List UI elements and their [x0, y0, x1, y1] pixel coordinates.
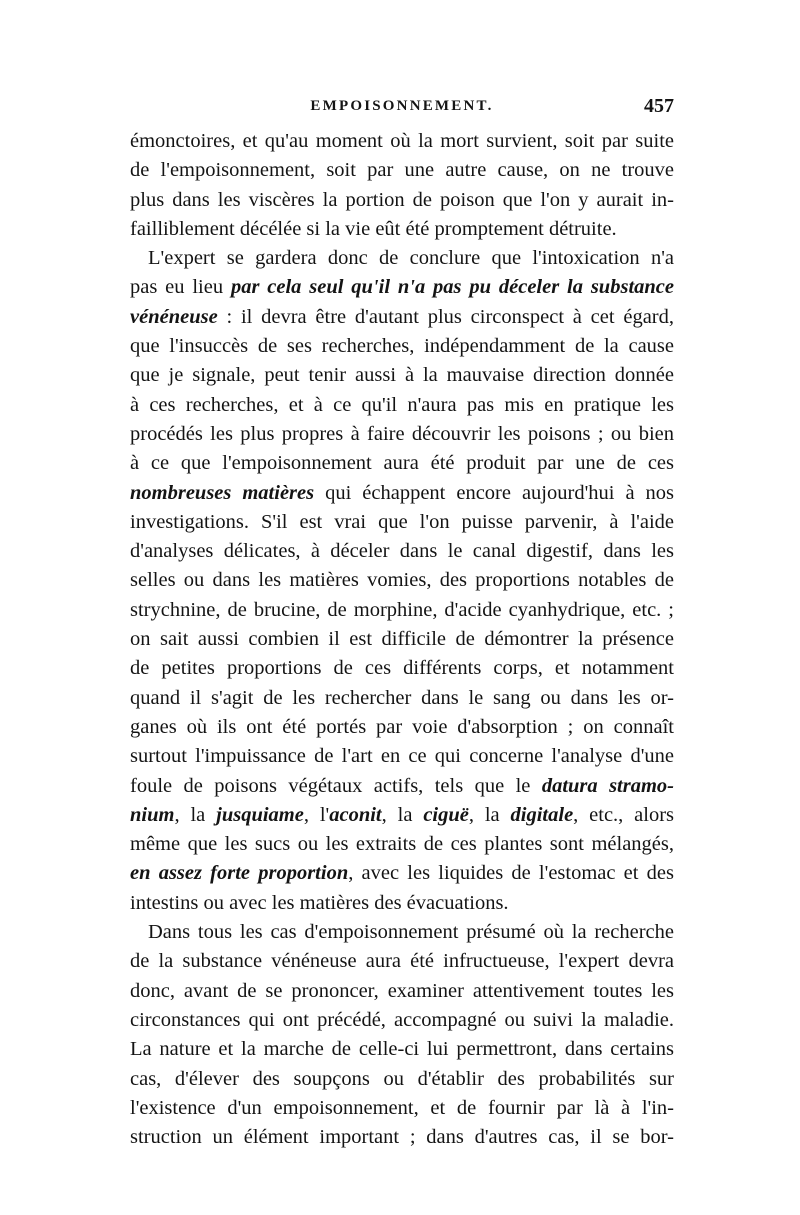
text-line [130, 332, 674, 361]
text-run: foule de poisons végétaux actifs, tels que le [130, 774, 542, 797]
text-line [130, 713, 674, 742]
text-run: même que les sucs ou les extraits de ces plantes sont mélangés, [130, 833, 674, 856]
text-run: surtout l'impuissance de l'art en ce qui concerne l'analyse d'une [130, 745, 674, 768]
text-run: struction un élément important ; dans d'autres cas, il se bor- [130, 1126, 674, 1149]
text-line [130, 156, 674, 185]
text-run: on sait aussi combien il est difficile de démontrer la présence [130, 628, 674, 651]
text-line [130, 303, 674, 332]
text-line [130, 1123, 674, 1152]
text-line [130, 273, 674, 302]
text-line [130, 1094, 674, 1123]
text-line [130, 420, 674, 449]
text-run: l'existence d'un empoisonnement, et de fournir par là à l'in- [130, 1096, 674, 1119]
text-run: d'analyses délicates, à déceler dans le canal digestif, dans les [130, 540, 674, 563]
text-run: pas eu lieu [130, 276, 231, 299]
text-run: La nature et la marche de celle-ci lui permettront, dans certains [130, 1038, 674, 1061]
text-line [130, 772, 674, 801]
text-line [130, 127, 674, 156]
text-run: donc, avant de se prononcer, examiner attentivement toutes les [130, 979, 674, 1002]
text-run: procédés les plus propres à faire découvrir les poisons ; ou bien [130, 422, 674, 445]
italic-text-run: en assez forte proportion [130, 862, 349, 885]
running-title: EMPOISONNEMENT. [310, 98, 494, 114]
text-line [130, 1006, 674, 1035]
text-line [130, 449, 674, 478]
text-run: strychnine, de brucine, de morphine, d'acide cyanhydrique, etc. ; [130, 598, 674, 621]
text-line [130, 566, 674, 595]
text-run: , l' [303, 803, 330, 826]
text-line [130, 508, 674, 537]
italic-text-run: aconit [329, 803, 382, 826]
text-run: quand il s'agit de les rechercher dans le sang ou dans les or- [130, 686, 674, 709]
text-run: cas, d'élever des soupçons ou d'établir des probabilités sur [130, 1067, 674, 1090]
text-run: : il devra être d'autant plus circonspect à cet égard, [217, 305, 674, 328]
page-number: 457 [644, 95, 674, 117]
italic-text-run: ciguë [423, 803, 469, 826]
text-line [130, 361, 674, 390]
text-line [130, 918, 674, 947]
text-run: , la [174, 803, 217, 826]
text-run: plus dans les viscères la portion de poison que l'on y aurait in- [130, 188, 674, 211]
text-line [130, 1065, 674, 1094]
text-run: qui échappent encore aujourd'hui à nos [314, 481, 674, 504]
text-line [130, 830, 674, 859]
text-run: , etc., alors [573, 803, 675, 826]
text-line [130, 1035, 674, 1064]
text-line [130, 215, 674, 244]
text-line [130, 625, 674, 654]
text-run: selles ou dans les matières vomies, des proportions notables de [130, 569, 674, 592]
text-run: , la [468, 803, 511, 826]
text-line [130, 889, 674, 918]
running-header [130, 95, 674, 126]
italic-text-run: jusquiame [216, 803, 304, 826]
text-line [130, 654, 674, 683]
text-run: circonstances qui ont précédé, accompagné ou suivi la maladie. [130, 1008, 674, 1031]
text-line [130, 596, 674, 625]
text-run: à ce que l'empoisonnement aura été produit par une de ces [130, 452, 674, 475]
text-line [130, 684, 674, 713]
book-page [130, 95, 675, 1152]
text-run: émonctoires, et qu'au moment où la mort survient, soit par suite [130, 130, 674, 152]
text-run: failliblement décélée si la vie eût été promptement détruite. [130, 217, 617, 240]
text-run: Dans tous les cas d'empoisonnement présumé où la recherche [148, 921, 674, 944]
text-run: de la substance vénéneuse aura été infructueuse, l'expert devra [130, 950, 674, 973]
text-run: de l'empoisonnement, soit par une autre cause, on ne trouve [130, 159, 674, 182]
text-run: de petites proportions de ces différents corps, et notamment [130, 657, 674, 680]
text-run: , la [381, 803, 424, 826]
text-line [130, 244, 674, 273]
italic-text-run: nium [130, 803, 175, 826]
text-run: , avec les liquides de l'estomac et des [348, 862, 674, 885]
text-line [130, 947, 674, 976]
text-run: investigations. S'il est vrai que l'on puisse parvenir, à l'aide [130, 510, 674, 533]
italic-text-run: digitale [510, 803, 574, 826]
text-line [130, 479, 674, 508]
italic-text-run: par cela seul qu'il n'a pas pu déceler la substance [230, 276, 674, 299]
italic-text-run: vénéneuse [130, 305, 218, 328]
text-run: à ces recherches, et à ce qu'il n'aura pas mis en pratique les [130, 393, 674, 416]
text-run: ganes où ils ont été portés par voie d'absorption ; on connaît [130, 715, 674, 738]
text-run: que je signale, peut tenir aussi à la mauvaise direction donnée [130, 364, 674, 387]
text-line [130, 742, 674, 771]
text-run: que l'insuccès de ses recherches, indépendamment de la cause [130, 335, 674, 358]
italic-text-run: datura stramo- [541, 774, 674, 797]
text-line [130, 391, 674, 420]
body-text [130, 127, 674, 1152]
text-run: intestins ou avec les matières des évacuations. [130, 891, 509, 914]
text-line [130, 801, 674, 830]
text-line [130, 186, 674, 215]
text-line [130, 859, 674, 888]
italic-text-run: nombreuses matières [130, 481, 315, 504]
text-run: L'expert se gardera donc de conclure que l'intoxication n'a [148, 247, 674, 270]
text-line [130, 537, 674, 566]
text-line [130, 977, 674, 1006]
